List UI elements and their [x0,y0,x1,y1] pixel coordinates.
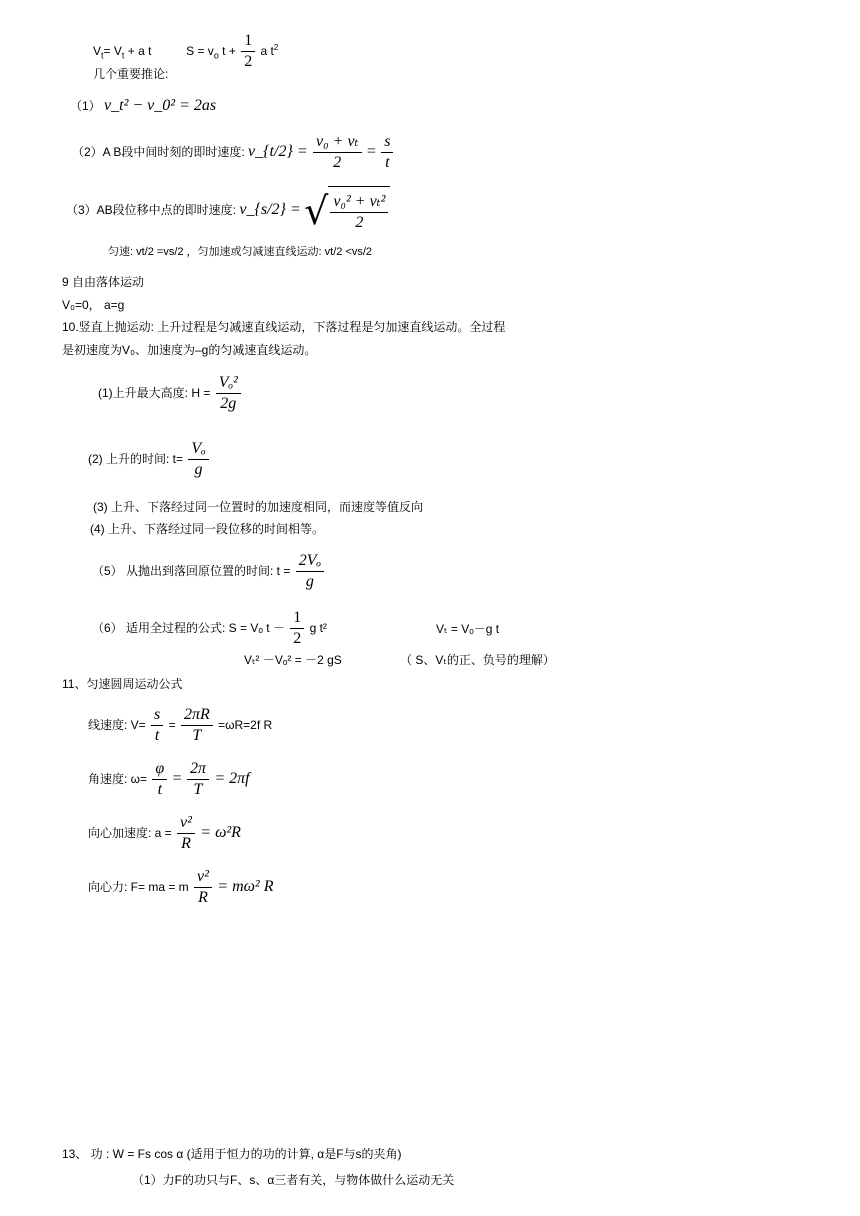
property-3: (3) 上升、下落经过同一位置时的加速度相同，而速度等值反向 [93,500,424,514]
fraction-half-2: $\frac{1}{2}$ [290,608,304,649]
fraction-v0-over-g: $\frac{\text{Vₒ}}{g}$ [188,439,208,480]
work-formula: 13、 功 : W = Fs cos α (适用于恒力的功的计算, α是F与s的夹角) [62,1147,402,1161]
sign-note: （ S、Vₜ的正、负号的理解） [400,653,555,667]
velocity-displacement-formula: Vₜ² －Vₒ² = －2 gS [244,653,342,667]
work-note-1: （1）力F的功只与F、s、α三者有关，与物体做什么运动无关 [132,1173,455,1187]
velocity-comparison: 匀速: vt/2 =vs/2 ，匀加速或匀减速直线运动: vt/2 <vs/2 [108,246,373,258]
inference-1: （1） v_t² − v_0² = 2as [70,97,217,114]
property-4: (4) 上升、下落经过同一段位移的时间相等。 [90,522,325,536]
fraction-v0sq-over-2g: $\frac{\text{Vₒ²}}{2g}$ [216,373,241,414]
fraction-v0-plus-vt: $\frac{\text{v₀ + vₜ}}{2}$ [313,132,362,173]
eq-s-text: $S = v_o$ t + [186,44,236,61]
equation-row-1: $V_t= V_t + a$ t $S = v_o$ t + $\frac{1}{2}$ a $t^2$ [93,32,279,71]
section-9-title: 9 自由落体运动 [62,275,145,289]
sqrt-expression: √ $\frac{\text{v₀² + vₜ²}}{2}$ [304,186,390,235]
eq-at: a t [260,44,274,58]
eq-vt-text: $V_t= V_t + a$ t [93,44,152,61]
angular-velocity-formula: 角速度: ω= $\frac{\varphi}{t}$ = $\frac{2\pi}{T}$ = 2πf [88,760,250,799]
fraction-s-over-t: $\frac{s}{t}$ [381,132,393,173]
inference-1-formula: v_t² − v_0² = 2as [104,97,217,114]
fraction-half: $\frac{1}{2}$ [241,31,255,72]
rise-time-formula: (2) 上升的时间: t= $\frac{\text{Vₒ}}{g}$ [88,436,211,482]
inference-3: （3）AB段位移中点的即时速度: v_{s/2} = √ $\frac{\text{v₀² + vₜ²}}{2}$ [66,186,390,234]
section-10-line-1: 10.竖直上抛运动: 上升过程是匀减速直线运动，下落过程是匀加速直线运动。全过程 [62,320,506,334]
inference-2: （2）A B段中间时刻的即时速度: v_{t/2} = $\frac{\text{v₀ + vₜ}}{2}$ = $\frac{s}{t}$ [72,130,395,174]
return-time-formula: （5） 从抛出到落回原位置的时间: t = $\frac{\text{2Vₒ}}{g}$ [92,548,326,594]
inferences-heading: 几个重要推论: [93,67,169,81]
velocity-time-formula: Vₜ = Vₒ－g t [436,622,500,636]
full-process-formula: （6） 适用全过程的公式: S = Vₒ t － $\frac{1}{2}$ g t² [92,609,327,648]
section-10-line-2: 是初速度为V₀、加速度为–g的匀减速直线运动。 [62,343,317,357]
centripetal-acceleration-formula: 向心加速度: a = $\frac{\text{v²}}{R}$ = ω²R [88,814,241,853]
section-11-title: 11、匀速圆周运动公式 [62,677,183,691]
fraction-2v0-over-g: $\frac{\text{2Vₒ}}{g}$ [296,551,324,592]
section-9-formula: V₀=0， a=g [62,298,125,312]
centripetal-force-formula: 向心力: F= ma = m $\frac{\text{v²}}{R}$ = mω² R [88,868,274,907]
max-height-formula: (1)上升最大高度: H = $\frac{\text{Vₒ²}}{2g}$ [98,370,243,416]
linear-velocity-formula: 线速度: V= $\frac{s}{t}$ = $\frac{2\pi R}{T}$ =ωR=2f R [88,706,273,745]
